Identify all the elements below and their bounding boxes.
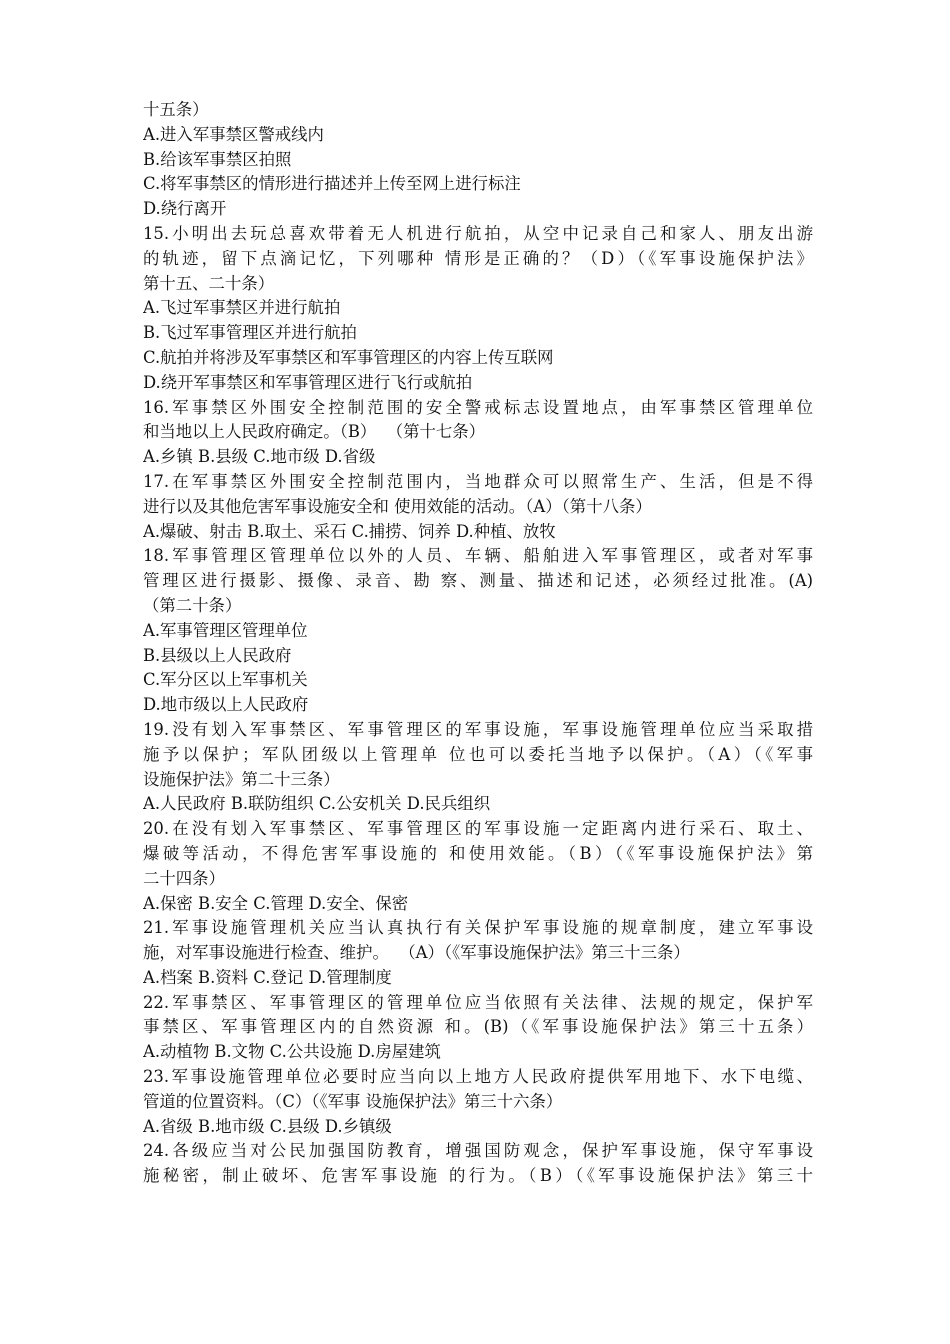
document-line: B.给该军事禁区拍照	[143, 149, 292, 169]
document-line: C.将军事禁区的情形进行描述并上传至网上进行标注	[143, 174, 521, 194]
document-line: 20.在没有划入军事禁区、军事管理区的军事设施一定距离内进行采石、取土、	[143, 819, 813, 839]
document-line: 15.小明出去玩总喜欢带着无人机进行航拍，从空中记录自己和家人、朋友出游	[143, 223, 813, 243]
document-line: A.军事管理区管理单位	[143, 620, 308, 640]
document-line: 施秘密，制止破坏、危害军事设施 的行为。（B）（《军事设施保护法》第三十	[143, 1166, 813, 1186]
document-line: C.航拍并将涉及军事禁区和军事管理区的内容上传互联网	[143, 347, 554, 367]
document-line: A.动植物 B.文物 C.公共设施 D.房屋建筑	[143, 1042, 441, 1062]
document-line: A.保密 B.安全 C.管理 D.安全、保密	[143, 893, 409, 913]
document-line: B.飞过军事管理区并进行航拍	[143, 323, 357, 343]
document-line: 施，对军事设施进行检查、维护。 （A）（《军事设施保护法》第三十三条）	[143, 943, 690, 963]
document-line: 二十四条）	[143, 868, 225, 888]
document-line: 17.在军事禁区外围安全控制范围内，当地群众可以照常生产、生活，但是不得	[143, 471, 813, 491]
document-line: A.进入军事禁区警戒线内	[143, 124, 324, 144]
document-line: 十五条）	[143, 100, 209, 119]
document-line: 22.军事禁区、军事管理区的管理单位应当依照有关法律、法规的规定，保护军	[143, 992, 813, 1012]
document-line: 的轨迹，留下点滴记忆，下列哪种 情形是正确的？（D）（《军事设施保护法》	[143, 248, 813, 268]
document-line: 爆破等活动，不得危害军事设施的 和使用效能。（B）（《军事设施保护法》第	[143, 843, 813, 863]
document-line: 16.军事禁区外围安全控制范围的安全警戒标志设置地点，由军事禁区管理单位	[143, 397, 813, 417]
document-line: 管理区进行摄影、摄像、录音、勘 察、测量、描述和记述，必须经过批准。(A)	[143, 571, 813, 591]
document-line: 和当地以上人民政府确定。（B） （第十七条）	[143, 422, 486, 442]
document-line: 设施保护法》第二十三条）	[143, 769, 340, 789]
document-line: 19.没有划入军事禁区、军事管理区的军事设施，军事设施管理单位应当采取措	[143, 719, 813, 739]
document-line: 施予以保护；军队团级以上管理单 位也可以委托当地予以保护。（A）（《军事	[143, 744, 813, 764]
document-page	[143, 98, 813, 1189]
document-line: 第十五、二十条）	[143, 273, 275, 293]
document-line: 进行以及其他危害军事设施安全和 使用效能的活动。（A）（第十八条）	[143, 496, 652, 516]
document-line: 18.军事管理区管理单位以外的人员、车辆、船舶进入军事管理区，或者对军事	[143, 546, 813, 566]
document-line: 21.军事设施管理机关应当认真执行有关保护军事设施的规章制度，建立军事设	[143, 918, 813, 938]
document-line: 事禁区、军事管理区内的自然资源 和。(B)（《军事设施保护法》第三十五条）	[143, 1017, 813, 1037]
document-line: B.县级以上人民政府	[143, 645, 292, 665]
document-line: 23.军事设施管理单位必要时应当向以上地方人民政府提供军用地下、水下电缆、	[143, 1067, 813, 1087]
document-line: D.绕行离开	[143, 199, 227, 219]
document-line: 24.各级应当对公民加强国防教育，增强国防观念，保护军事设施，保守军事设	[143, 1141, 813, 1161]
document-line: A.爆破、射击 B.取土、采石 C.捕捞、饲养 D.种植、放牧	[143, 521, 556, 541]
document-line: A.人民政府 B.联防组织 C.公安机关 D.民兵组织	[143, 794, 491, 814]
document-line: D.绕开军事禁区和军事管理区进行飞行或航拍	[143, 372, 473, 392]
document-line: A.省级 B.地市级 C.县级 D.乡镇级	[143, 1116, 392, 1136]
document-line: D.地市级以上人民政府	[143, 695, 309, 715]
document-line: A.档案 B.资料 C.登记 D.管理制度	[143, 967, 392, 987]
document-line: C.军分区以上军事机关	[143, 670, 308, 690]
document-line: A.乡镇 B.县级 C.地市级 D.省级	[143, 447, 376, 467]
document-line: A.飞过军事禁区并进行航拍	[143, 298, 341, 318]
document-line: （第二十条）	[143, 595, 242, 615]
document-line: 管道的位置资料。（C）（《军事 设施保护法》第三十六条）	[143, 1091, 563, 1111]
